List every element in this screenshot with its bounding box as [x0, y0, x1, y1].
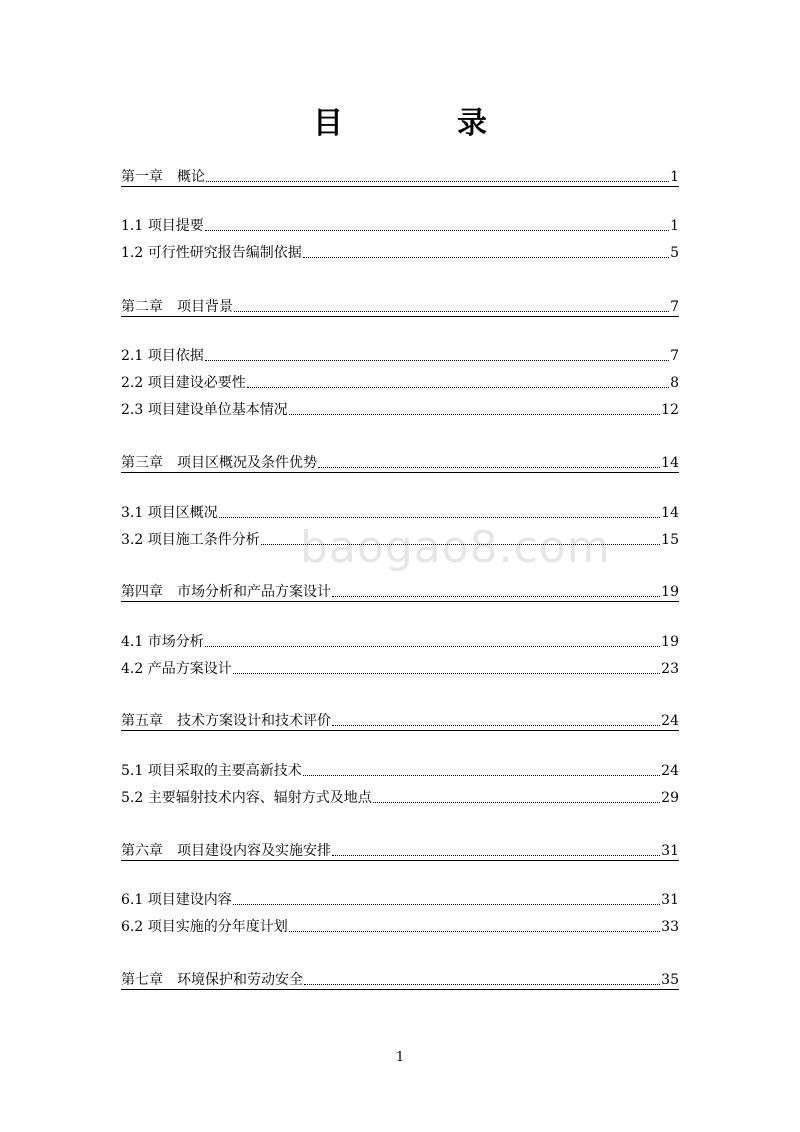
dot-leader	[205, 645, 660, 647]
toc-entry-label: 5.2 主要辐射技术内容、辐射方式及地点	[121, 790, 372, 806]
toc-entry-label: 第七章 环境保护和劳动安全	[121, 972, 303, 988]
toc-entry-chapter-4[interactable]	[121, 579, 679, 602]
dot-leader	[303, 256, 669, 258]
toc-entry-label: 第一章 概论	[121, 169, 205, 185]
page-title: 目 录	[313, 106, 529, 141]
toc-entry-page: 29	[661, 790, 679, 806]
watermark: baogao8.com	[300, 522, 611, 573]
toc-entry-label: 2.1 项目依据	[121, 348, 204, 364]
dot-leader	[318, 466, 660, 468]
toc-entry-label: 6.2 项目实施的分年度计划	[121, 919, 288, 935]
dot-leader	[206, 180, 669, 182]
dot-leader	[289, 413, 660, 415]
dot-leader	[233, 903, 660, 905]
dot-leader	[205, 359, 669, 361]
toc-entry-1-2[interactable]	[121, 240, 679, 262]
toc-entry-page: 1	[670, 218, 679, 234]
toc-entry-label: 第六章 项目建设内容及实施安排	[121, 843, 331, 859]
toc-entry-label: 第四章 市场分析和产品方案设计	[121, 584, 331, 600]
toc-entry-page: 31	[661, 843, 679, 859]
toc-entry-label: 5.1 项目采取的主要高新技术	[121, 763, 302, 779]
toc-entry-2-2[interactable]	[121, 370, 679, 392]
toc-entry-1-1[interactable]	[121, 213, 679, 235]
toc-entry-page: 8	[670, 375, 679, 391]
toc-entry-label: 6.1 项目建设内容	[121, 892, 232, 908]
dot-leader	[233, 672, 660, 674]
toc-entry-page: 5	[670, 245, 679, 261]
toc-entry-label: 3.2 项目施工条件分析	[121, 532, 260, 548]
toc-entry-chapter-7[interactable]	[121, 967, 679, 990]
toc-entry-label: 1.1 项目提要	[121, 218, 204, 234]
toc-entry-page: 31	[661, 892, 679, 908]
toc-entry-page: 1	[670, 169, 679, 185]
toc-entry-3-2[interactable]	[121, 527, 679, 549]
toc-entry-label: 第三章 项目区概况及条件优势	[121, 455, 317, 471]
toc-entry-label: 2.3 项目建设单位基本情况	[121, 402, 288, 418]
toc-entry-label: 4.2 产品方案设计	[121, 661, 232, 677]
toc-entry-label: 2.2 项目建设必要性	[121, 375, 246, 391]
toc-entry-label: 第二章 项目背景	[121, 299, 233, 315]
dot-leader	[247, 386, 669, 388]
toc-entry-6-2[interactable]	[121, 914, 679, 936]
toc-entry-page: 33	[661, 919, 679, 935]
dot-leader	[303, 774, 660, 776]
dot-leader	[261, 543, 660, 545]
toc-entry-4-2[interactable]	[121, 656, 679, 678]
toc-entry-chapter-6[interactable]	[121, 838, 679, 861]
dot-leader	[332, 724, 660, 726]
toc-entry-label: 4.1 市场分析	[121, 634, 204, 650]
toc-entry-page: 19	[661, 634, 679, 650]
toc-entry-page: 19	[661, 584, 679, 600]
dot-leader	[304, 983, 660, 985]
toc-entry-page: 7	[670, 348, 679, 364]
dot-leader	[234, 310, 669, 312]
toc-entry-label: 第五章 技术方案设计和技术评价	[121, 713, 331, 729]
toc-entry-6-1[interactable]	[121, 887, 679, 909]
toc-entry-label: 3.1 项目区概况	[121, 505, 218, 521]
toc-entry-2-3[interactable]	[121, 397, 679, 419]
toc-entry-page: 14	[661, 455, 679, 471]
toc-entry-chapter-2[interactable]	[121, 294, 679, 317]
toc-entry-page: 15	[661, 532, 679, 548]
toc-entry-page: 24	[661, 763, 679, 779]
toc-entry-label: 1.2 可行性研究报告编制依据	[121, 245, 302, 261]
dot-leader	[332, 595, 660, 597]
toc-entry-3-1[interactable]	[121, 500, 679, 522]
toc-entry-5-1[interactable]	[121, 758, 679, 780]
toc-entry-4-1[interactable]	[121, 629, 679, 651]
toc-entry-5-2[interactable]	[121, 785, 679, 807]
toc-entry-page: 24	[661, 713, 679, 729]
toc-entry-page: 7	[670, 299, 679, 315]
toc-entry-chapter-5[interactable]	[121, 708, 679, 731]
toc-entry-page: 12	[661, 402, 679, 418]
dot-leader	[219, 516, 660, 518]
toc-entry-page: 14	[661, 505, 679, 521]
toc-entry-page: 35	[661, 972, 679, 988]
dot-leader	[205, 229, 669, 231]
toc-entry-2-1[interactable]	[121, 343, 679, 365]
toc-entry-chapter-3[interactable]	[121, 450, 679, 473]
dot-leader	[373, 801, 660, 803]
dot-leader	[289, 930, 660, 932]
dot-leader	[332, 854, 660, 856]
toc-entry-chapter-1[interactable]	[121, 164, 679, 187]
page-number: 1	[395, 1050, 405, 1065]
toc-entry-page: 23	[661, 661, 679, 677]
